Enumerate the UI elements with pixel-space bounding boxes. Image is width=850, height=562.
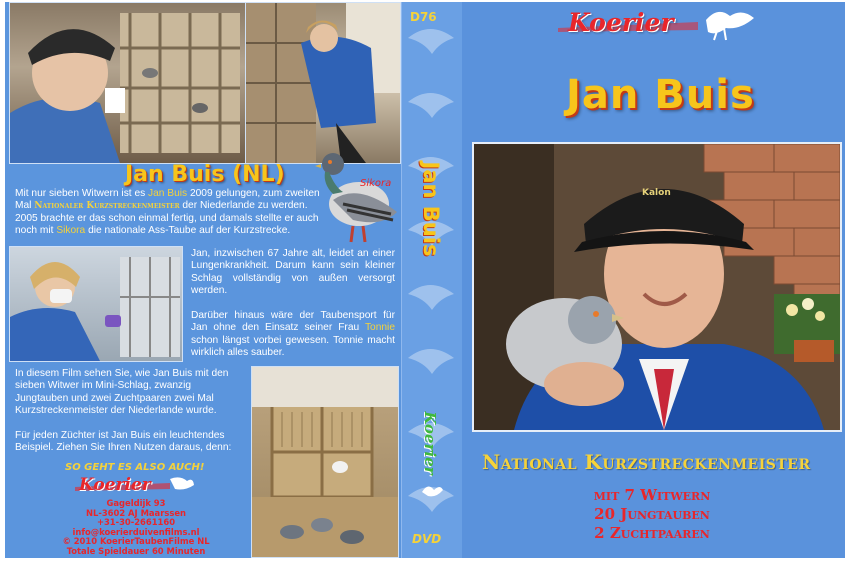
intro-bird: Sikora [56,225,86,237]
spine [401,2,463,558]
intro-text-1: Mit nur sieben Witwern ist es [15,188,149,199]
slogan: SO GEHT ES ALSO AUCH! [65,462,205,473]
spine-dove-icon [420,482,444,507]
intro-title-highlight: Nationaler Kurzstreckenmeister [34,201,180,212]
feature-line-breeding-pairs: 2 Zuchtpaaren [594,524,710,542]
spine-dvd-logo: DVD [412,532,442,546]
intro-paragraph [15,188,323,238]
health-paragraph: Jan, inzwischen 67 Jahre alt, leidet an einer Lungenkrankheit. Darum kann sein kleiner Schlag vollständig von außen versorgt werden. [191,248,395,297]
spine-code: D76 [410,10,437,24]
photo-jan-at-loft [9,2,247,164]
address-city: NL-3602 AJ Maarssen [86,507,186,518]
bird-name-label: Sikora [360,178,392,189]
feature-line-young-birds: 20 Jungtauben [594,505,710,523]
back-brand-text: Koerier [79,475,151,495]
front-brand-logo [558,6,758,46]
photo-loft-interior [251,366,399,558]
intro-text-3: der Niederlande zu werden. 2005 brachte er das schon einmal fertig, und damals stellte er auch noch mit [15,200,319,237]
feature-list [502,486,802,543]
address-duration: Totale Spieldauer 60 Minuten [66,545,206,556]
pigeon-sikora-image [313,142,405,250]
wife-text-1: Darüber hinaus wäre der Taubensport für Jan ohne den Einsatz seiner Frau [191,310,395,334]
photo-tonnie-masked [9,246,183,362]
contact-address [61,499,211,557]
front-panel [462,2,845,558]
back-panel [5,2,401,558]
photo-tonnie-cleaning [245,2,401,164]
back-title: Jan Buis (NL) [125,162,285,187]
back-brand-logo [75,475,195,497]
main-portrait-photo [472,142,842,432]
address-street: Gageldijk 93 [106,498,166,508]
address-copyright: © 2010 KoerierTaubenFilme NL [62,536,210,547]
wife-paragraph [191,310,395,360]
film-paragraph: In diesem Film sehen Sie, wie Jan Buis mit den sieben Witwer im Mini-Schlag, zwanzig Jungtauben und zwei Zuchtpaaren zwei Mal Kurzstreckenmeister der Niederlande wurde. [15,368,229,417]
intro-text-2: 2009 gelungen, zum zweiten Mal [15,188,320,212]
address-phone: +31-30-2661160 [96,517,176,528]
wife-name: Tonnie [364,322,395,334]
intro-name: Jan Buis [148,188,188,199]
cap-brand-text: Kalon [642,188,671,198]
spine-title: Jan Buis [419,161,443,257]
address-email: info@koerierduivenfilms.nl [72,526,200,537]
front-headline: National Kurzstreckenmeister [482,450,811,474]
example-paragraph: Für jeden Züchter ist Jan Buis ein leuchtendes Beispiel. Ziehen Sie Ihren Nutzen daraus, denn: [15,430,232,454]
dvd-cover [5,2,845,558]
intro-text-4: die nationale Ass-Taube auf der Kurzstrecke. [85,225,291,237]
spine-brand: Koerier [421,411,439,475]
front-title: Jan Buis [566,72,755,118]
feature-line-widowers: mit 7 Witwern [593,486,711,504]
front-brand-text: Koerier [568,8,674,37]
wife-text-2: schon längst vorbei gewesen. Tonnie macht wirklich alles sauber. [191,334,395,359]
